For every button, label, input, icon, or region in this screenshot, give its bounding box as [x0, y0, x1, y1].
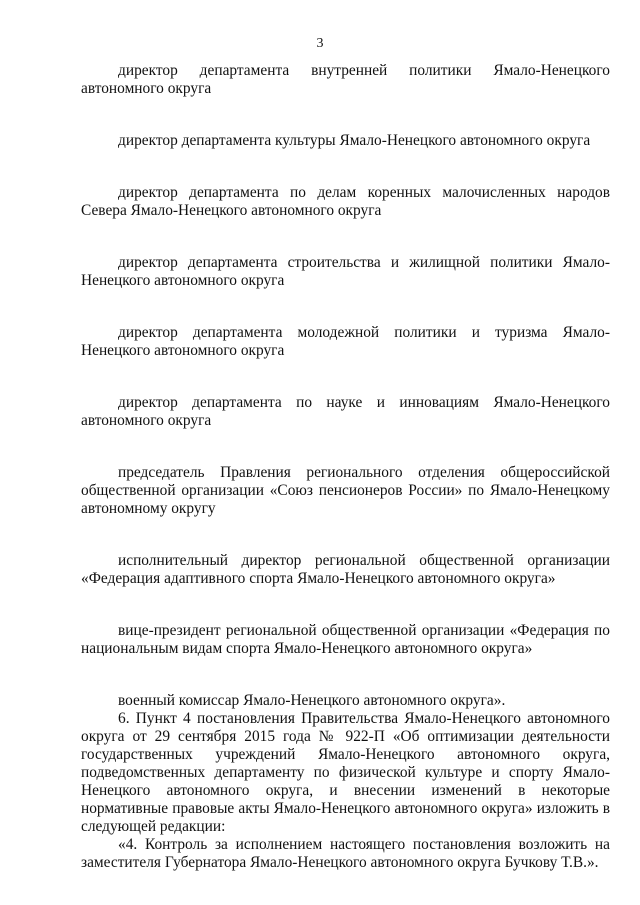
list-item: директор департамента по делам коренных малочисленных народов Севера Ямало-Ненецкого автономного округа	[81, 184, 610, 219]
list-item: исполнительный директор региональной общественной организации «Федерация адаптивного спорта Ямало-Ненецкого автономного округа»	[81, 552, 610, 587]
list-item: директор департамента по науке и инновациям Ямало-Ненецкого автономного округа	[81, 394, 610, 429]
list-item: вице-президент региональной общественной организации «Федерация по национальным видам спорта Ямало-Ненецкого автономного округа»	[81, 622, 610, 657]
list-item: директор департамента культуры Ямало-Ненецкого автономного округа	[118, 132, 591, 149]
list-item: директор департамента внутренней политики Ямало-Ненецкого автономного округа	[81, 62, 610, 97]
document-body	[81, 62, 610, 872]
page-number: 3	[316, 36, 324, 51]
list-item: председатель Правления регионального отделения общероссийской общественной организации «Союз пенсионеров России» по Ямало-Ненецкому автономному округу	[81, 464, 610, 517]
paragraph-quoted-clause: «4. Контроль за исполнением настоящего постановления возложить на заместителя Губернатора Ямало-Ненецкого автономного округа Бучкову Т.В.».	[81, 836, 610, 871]
list-item-last: военный комиссар Ямало-Ненецкого автономного округа».	[118, 692, 506, 709]
paragraph-item-6: 6. Пункт 4 постановления Правительства Ямало-Ненецкого автономного округа от 29 сентября 2015 года № 922-П «Об оптимизации деятельности государственных учреждений Ямало-Ненецкого автономного округа, подведомственных департаменту по физической культуре и спорту Ямало-Ненецкого автономного округа, и внесении изменений в некоторые нормативные правовые акты Ямало-Ненецкого автономного округа» изложить в следующей редакции:	[81, 710, 610, 835]
list-item: директор департамента молодежной политики и туризма Ямало-Ненецкого автономного округа	[81, 324, 610, 359]
list-item: директор департамента строительства и жилищной политики Ямало-Ненецкого автономного округа	[81, 254, 610, 289]
